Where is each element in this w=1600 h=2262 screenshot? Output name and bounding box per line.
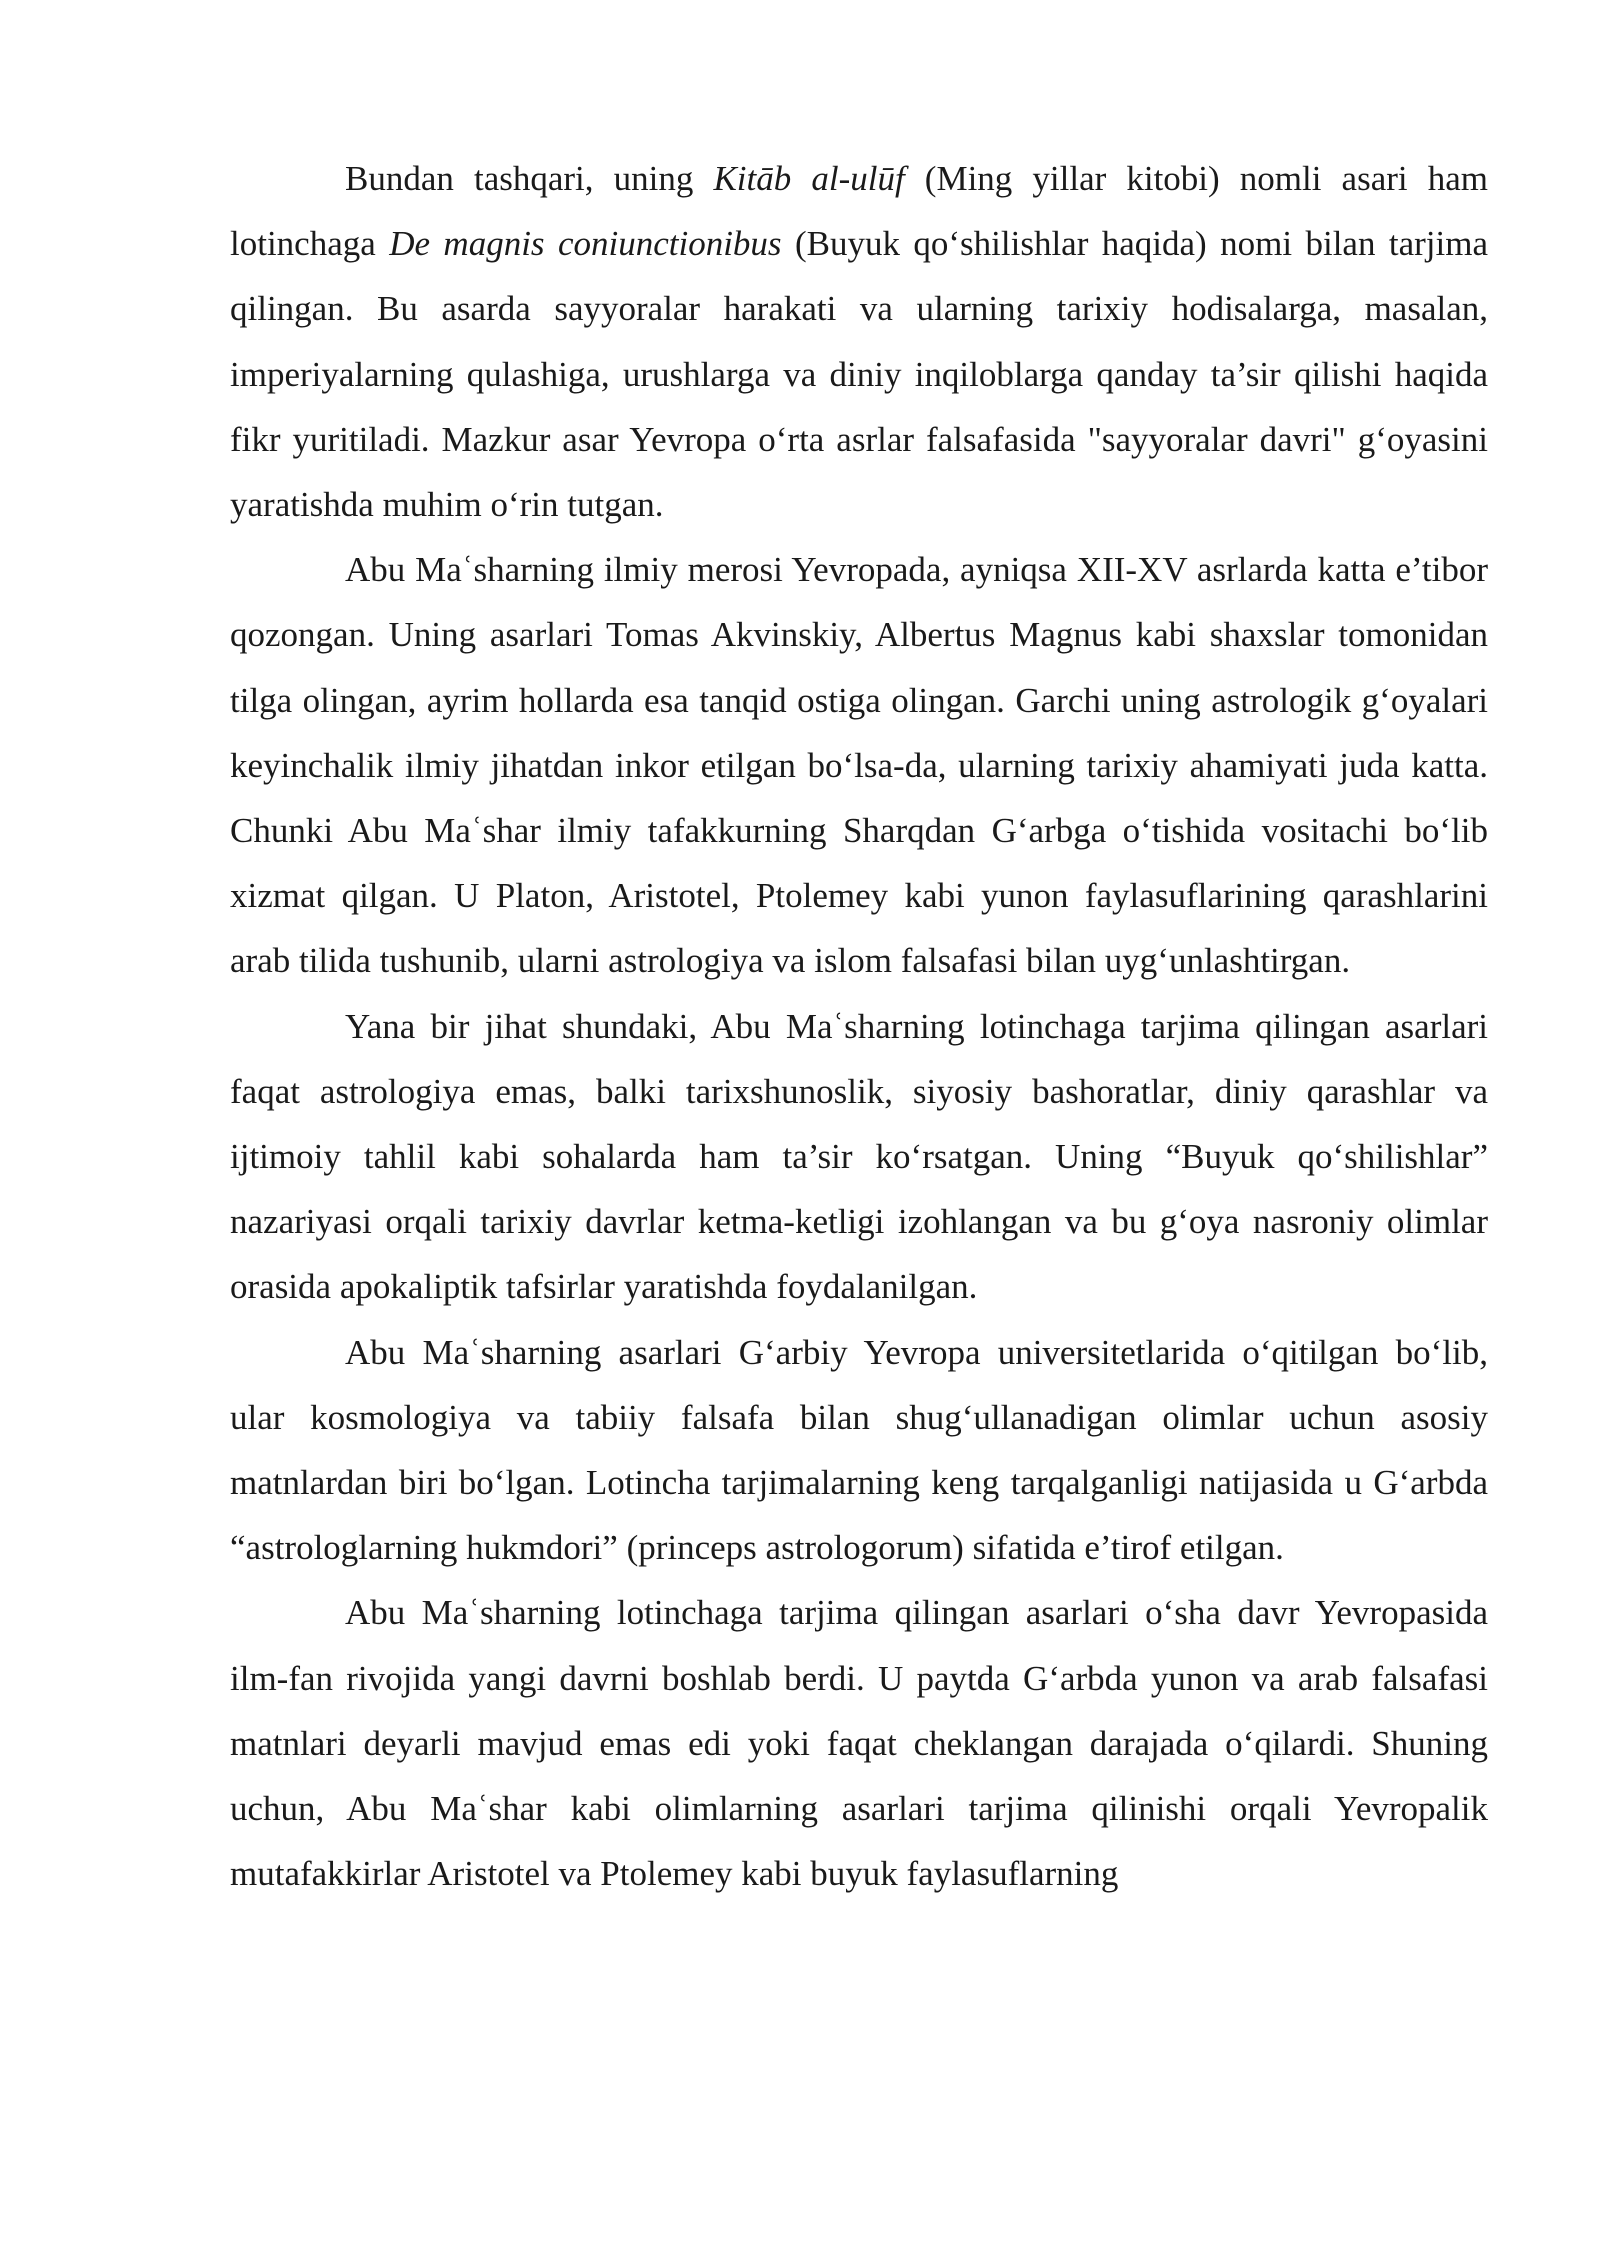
- paragraph-5: [230, 1580, 1488, 1906]
- paragraph-1-text-2: (Ming yillar kitobi) nomli asari ham lotinchaga: [230, 159, 1488, 264]
- paragraph-1-title-de-magnis: De magnis coniunctionibus: [389, 224, 782, 264]
- paragraph-3: [230, 994, 1488, 1320]
- paragraph-4: [230, 1320, 1488, 1581]
- paragraph-2: [230, 537, 1488, 993]
- paragraph-5-text: Abu Maʿsharning lotinchaga tarjima qilingan asarlari o‘sha davr Yevropasida ilm-fan rivojida yangi davrni boshlab berdi. U paytda G‘arbda yunon va arab falsafasi matnlari deyarli mavjud emas edi yoki faqat cheklangan darajada o‘qilardi. Shuning uchun, Abu Maʿshar kabi olimlarning asarlari tarjima qilinishi orqali Yevropalik mutafakkirlar Aristotel va Ptolemey kabi buyuk faylasuflarning: [230, 1593, 1488, 1894]
- paragraph-4-text: Abu Maʿsharning asarlari G‘arbiy Yevropa universitetlarida o‘qitilgan bo‘lib, ular kosmologiya va tabiiy falsafa bilan shug‘ullanadigan olimlar uchun asosiy matnlardan biri bo‘lgan. Lotincha tarjimalarning keng tarqalganligi natijasida u G‘arbda “astrologlarning hukmdori” (princeps astrologorum) sifatida e’tirof etilgan.: [230, 1332, 1488, 1568]
- paragraph-1: [230, 146, 1488, 537]
- paragraph-1-text-1: Bundan tashqari, uning: [345, 159, 714, 198]
- paragraph-2-text: Abu Maʿsharning ilmiy merosi Yevropada, ayniqsa XII-XV asrlarda katta e’tibor qozongan. Uning asarlari Tomas Akvinskiy, Albertus Magnus kabi shaxslar tomonidan tilga olingan, ayrim hollarda esa tanqid ostiga olingan. Garchi uning astrologik g‘oyalari keyinchalik ilmiy jihatdan inkor etilgan bo‘lsa-da, ularning tarixiy ahamiyati juda katta. Chunki Abu Maʿshar ilmiy tafakkurning Sharqdan G‘arbga o‘tishida vositachi bo‘lib xizmat qilgan. U Platon, Aristotel, Ptolemey kabi yunon faylasuflarining qarashlarini arab tilida tushunib, ularni astrologiya va islom falsafasi bilan uyg‘unlashtirgan.: [230, 550, 1488, 981]
- paragraph-3-text: Yana bir jihat shundaki, Abu Maʿsharning lotinchaga tarjima qilingan asarlari faqat astrologiya emas, balki tarixshunoslik, siyosiy bashoratlar, diniy qarashlar va ijtimoiy tahlil kabi sohalarda ham ta’sir ko‘rsatgan. Uning “Buyuk qo‘shilishlar” nazariyasi orqali tarixiy davrlar ketma-ketligi izohlangan va bu g‘oya nasroniy olimlar orasida apokaliptik tafsirlar yaratishda foydalanilgan.: [230, 1006, 1488, 1307]
- paragraph-1-text-3: (Buyuk qo‘shilishlar haqida) nomi bilan tarjima qilingan. Bu asarda sayyoralar harakati va ularning tarixiy hodisalarga, masalan, imperiyalarning qulashiga, urushlarga va diniy inqiloblarga qanday ta’sir qilishi haqida fikr yuritiladi. Mazkur asar Yevropa o‘rta asrlar falsafasida "sayyoralar davri" g‘oyasini yaratishda muhim o‘rin tutgan.: [230, 224, 1488, 525]
- paragraph-1-title-kitab-al-uluf: Kitāb al-ulūf: [713, 159, 905, 198]
- body-text: [230, 146, 1488, 1906]
